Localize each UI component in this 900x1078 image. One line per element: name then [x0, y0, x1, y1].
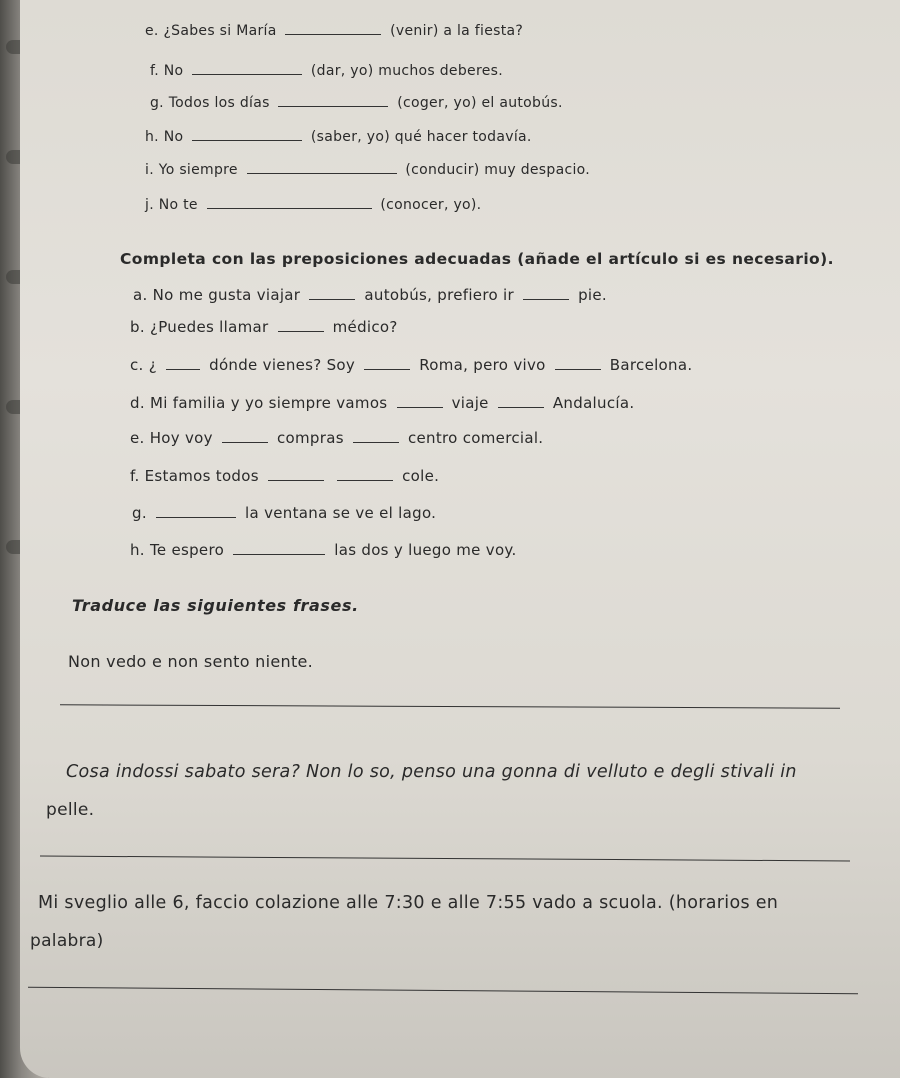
sentence-3-line-2: palabra) — [30, 931, 104, 951]
sentence-1: Non vedo e non sento niente. — [68, 652, 314, 671]
answer-line-1[interactable] — [60, 704, 840, 708]
answer-blank[interactable] — [278, 317, 324, 332]
section-instruction-translate: Traduce las siguientes frases. — [72, 596, 359, 615]
exercise-item: b. ¿Puedes llamar médico? — [130, 318, 398, 336]
answer-line-3[interactable] — [28, 987, 858, 995]
exercise-item: e. ¿Sabes si María (venir) a la fiesta? — [145, 20, 523, 39]
exercise-item: a. No me gusta viajar autobús, prefiero ir pie. — [133, 286, 607, 304]
answer-blank[interactable] — [166, 355, 200, 370]
answer-blank[interactable] — [285, 20, 381, 35]
section-instruction-prepositions: Completa con las preposiciones adecuadas (añade el artículo si es necesario). — [120, 250, 834, 268]
answer-blank[interactable] — [278, 92, 388, 107]
answer-blank[interactable] — [192, 60, 302, 75]
answer-blank[interactable] — [364, 355, 410, 370]
exercise-item: c. ¿ dónde vienes? Soy Roma, pero vivo Barcelona. — [130, 356, 693, 374]
exercise-item: g. la ventana se ve el lago. — [132, 504, 437, 522]
exercise-item: h. No (saber, yo) qué hacer todavía. — [145, 126, 532, 145]
exercise-item: g. Todos los días (coger, yo) el autobús. — [150, 92, 563, 111]
exercise-item: f. No (dar, yo) muchos deberes. — [150, 60, 503, 79]
sentence-2-line-1: Cosa indossi sabato sera? Non lo so, penso una gonna di velluto e degli stivali in — [66, 762, 797, 782]
answer-blank[interactable] — [192, 126, 302, 141]
answer-blank[interactable] — [233, 540, 325, 555]
exercise-item: i. Yo siempre (conducir) muy despacio. — [145, 159, 590, 178]
answer-blank[interactable] — [397, 393, 443, 408]
answer-blank[interactable] — [156, 503, 236, 518]
answer-blank[interactable] — [337, 466, 393, 481]
sentence-2-line-2: pelle. — [46, 800, 95, 820]
exercise-item: e. Hoy voy compras centro comercial. — [130, 429, 544, 447]
answer-line-2[interactable] — [40, 856, 850, 862]
answer-blank[interactable] — [555, 355, 601, 370]
exercise-item: j. No te (conocer, yo). — [145, 194, 481, 213]
answer-blank[interactable] — [268, 466, 324, 481]
exercise-item: f. Estamos todos cole. — [130, 467, 440, 485]
answer-blank[interactable] — [523, 285, 569, 300]
answer-blank[interactable] — [353, 428, 399, 443]
sentence-3-line-1: Mi sveglio alle 6, faccio colazione alle 7:30 e alle 7:55 vado a scuola. (horarios en — [38, 893, 779, 913]
exercise-item: d. Mi familia y yo siempre vamos viaje Andalucía. — [130, 394, 635, 412]
answer-blank[interactable] — [498, 393, 544, 408]
answer-blank[interactable] — [247, 159, 397, 174]
worksheet-paper — [20, 0, 900, 1078]
answer-blank[interactable] — [207, 194, 372, 209]
answer-blank[interactable] — [222, 428, 268, 443]
exercise-item: h. Te espero las dos y luego me voy. — [130, 541, 517, 559]
answer-blank[interactable] — [309, 285, 355, 300]
